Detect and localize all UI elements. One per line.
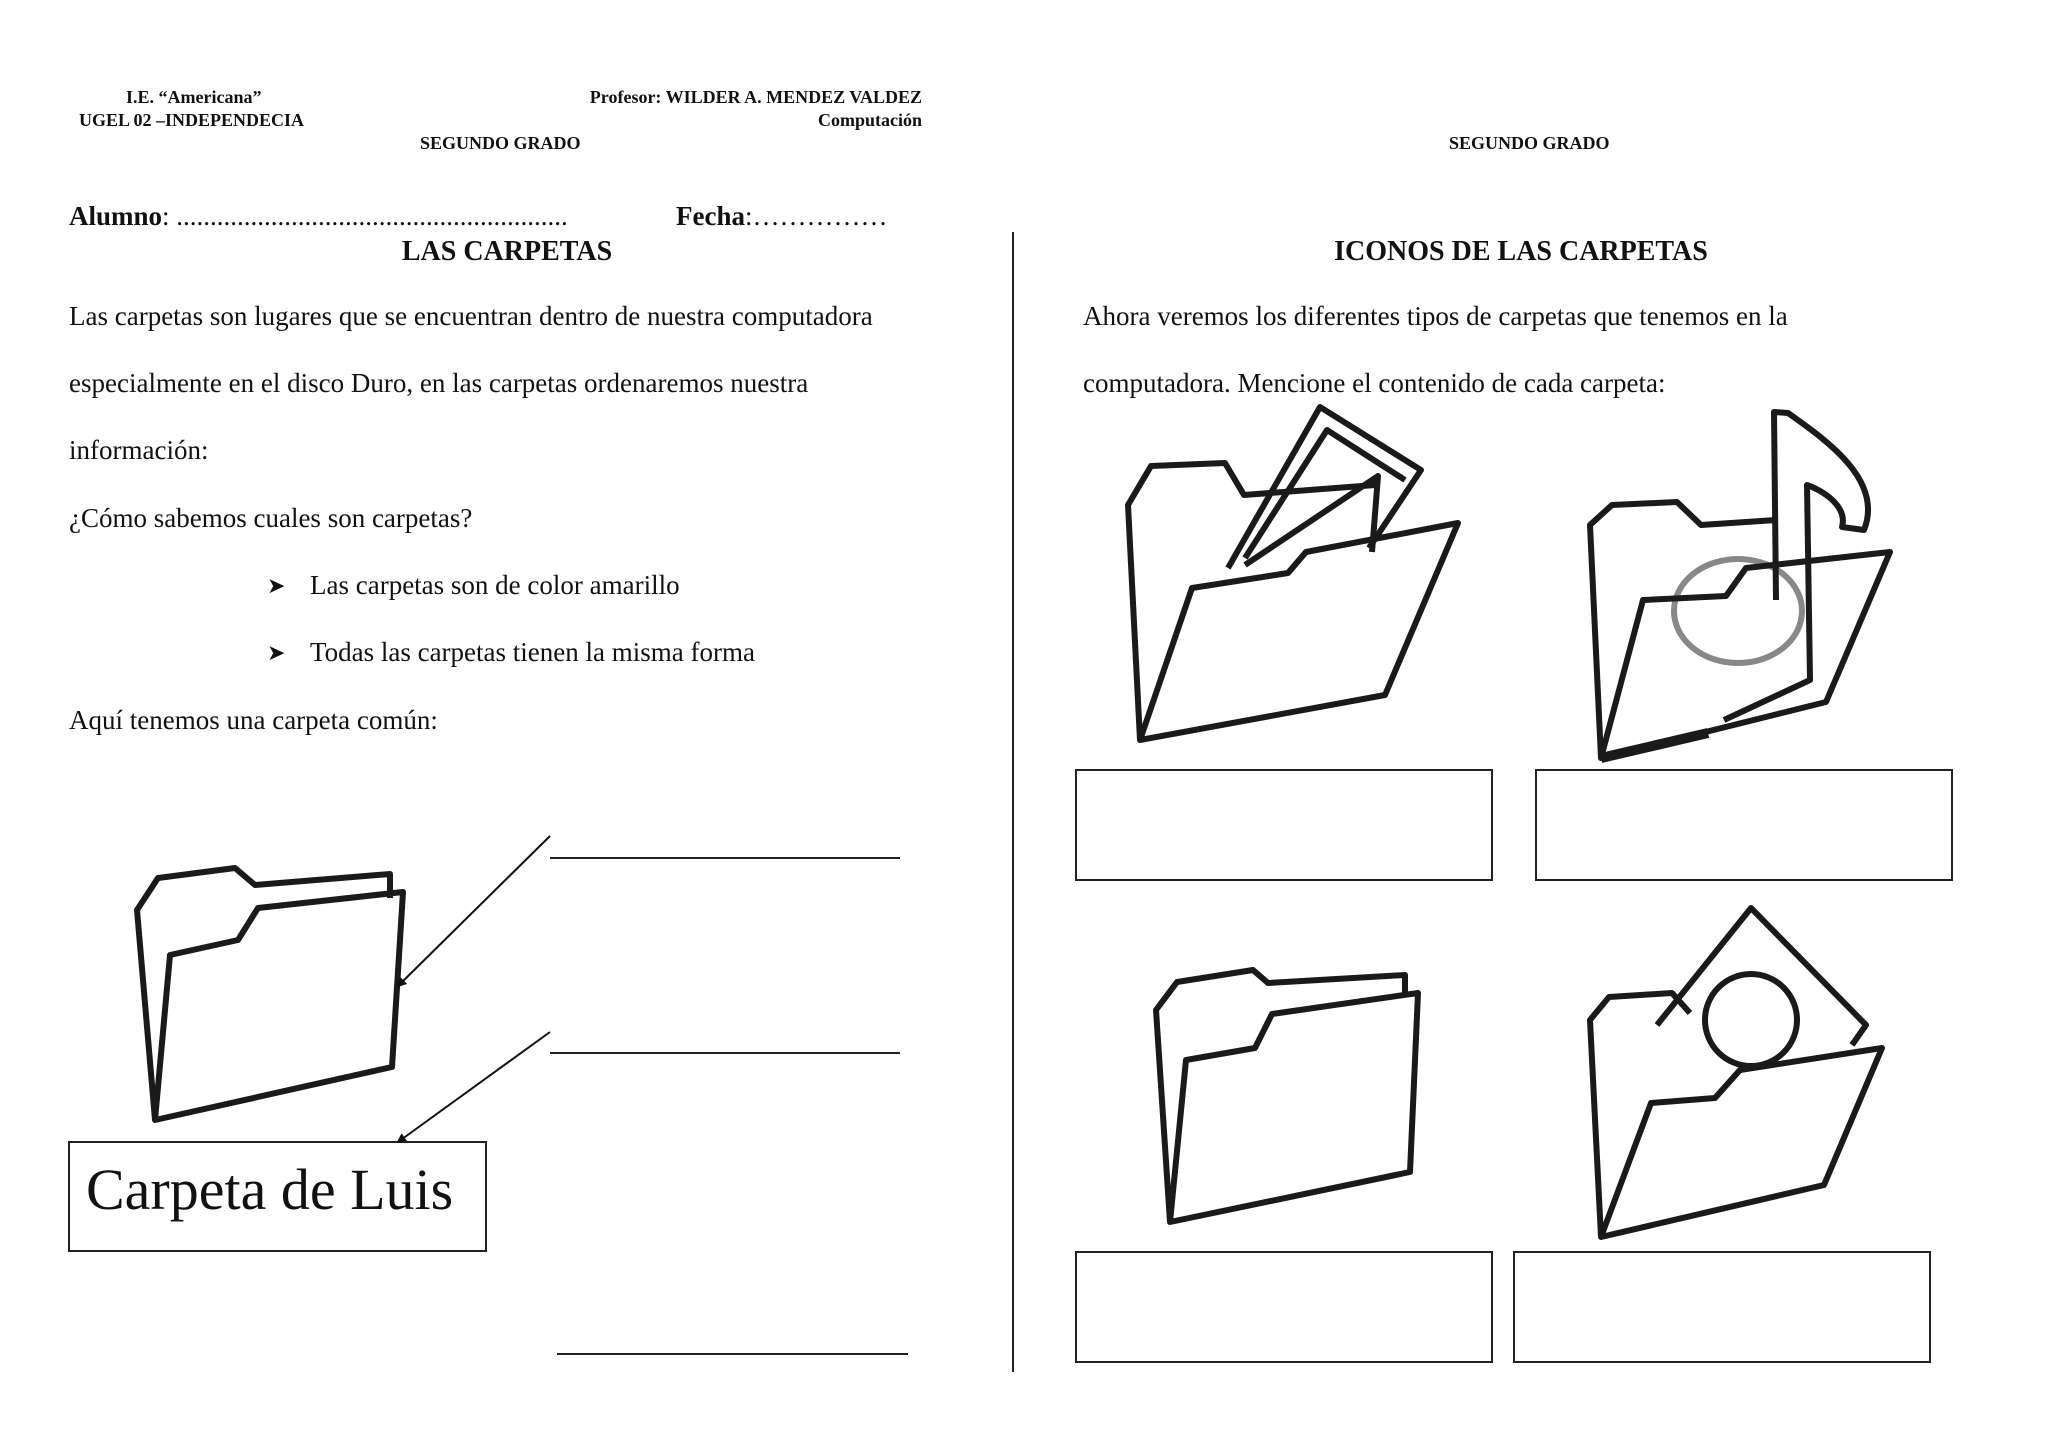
fecha-field[interactable]: :…………… bbox=[744, 201, 888, 231]
grade-left: SEGUNDO GRADO bbox=[420, 133, 581, 153]
left-paragraph-line-2: especialmente en el disco Duro, en las carpetas ordenaremos nuestra bbox=[69, 368, 809, 398]
film-folder-icon bbox=[1128, 407, 1458, 740]
arrow-icon bbox=[398, 836, 550, 986]
question-text: ¿Cómo sabemos cuales son carpetas? bbox=[69, 503, 473, 533]
music-folder-icon bbox=[1590, 412, 1890, 758]
bullet-item: Todas las carpetas tienen la misma forma bbox=[310, 637, 755, 667]
picture-folder-icon bbox=[1590, 908, 1882, 1237]
professor-name: Profesor: WILDER A. MENDEZ VALDEZ bbox=[589, 87, 922, 107]
alumno-label: Alumno bbox=[69, 201, 163, 231]
fecha-label: Fecha bbox=[676, 201, 745, 231]
plain-folder-icon bbox=[1156, 970, 1418, 1222]
left-paragraph-line-3: información: bbox=[69, 435, 209, 465]
school-name: I.E. “Americana” bbox=[126, 87, 262, 107]
folder-caption: Carpeta de Luis bbox=[86, 1157, 454, 1222]
example-intro: Aquí tenemos una carpeta común: bbox=[69, 705, 438, 735]
left-paragraph-line-1: Las carpetas son lugares que se encuentran dentro de nuestra computadora bbox=[69, 301, 873, 331]
alumno-field[interactable]: : .......................................................... bbox=[162, 201, 568, 231]
grade-right: SEGUNDO GRADO bbox=[1449, 133, 1610, 153]
bullet-arrow-icon: ➤ bbox=[267, 574, 286, 599]
right-paragraph-line-1: Ahora veremos los diferentes tipos de carpetas que tenemos en la bbox=[1083, 301, 1788, 331]
bullet-arrow-icon: ➤ bbox=[267, 641, 286, 666]
right-title: ICONOS DE LAS CARPETAS bbox=[1334, 236, 1708, 267]
folder-icon bbox=[137, 868, 403, 1120]
right-paragraph-line-2: computadora. Mencione el contenido de cada carpeta: bbox=[1083, 368, 1666, 398]
left-title: LAS CARPETAS bbox=[401, 236, 613, 267]
subject-name: Computación bbox=[817, 110, 922, 130]
bullet-item: Las carpetas son de color amarillo bbox=[310, 570, 680, 600]
ugel-name: UGEL 02 –INDEPENDECIA bbox=[79, 110, 305, 130]
arrow-icon bbox=[398, 1032, 550, 1142]
